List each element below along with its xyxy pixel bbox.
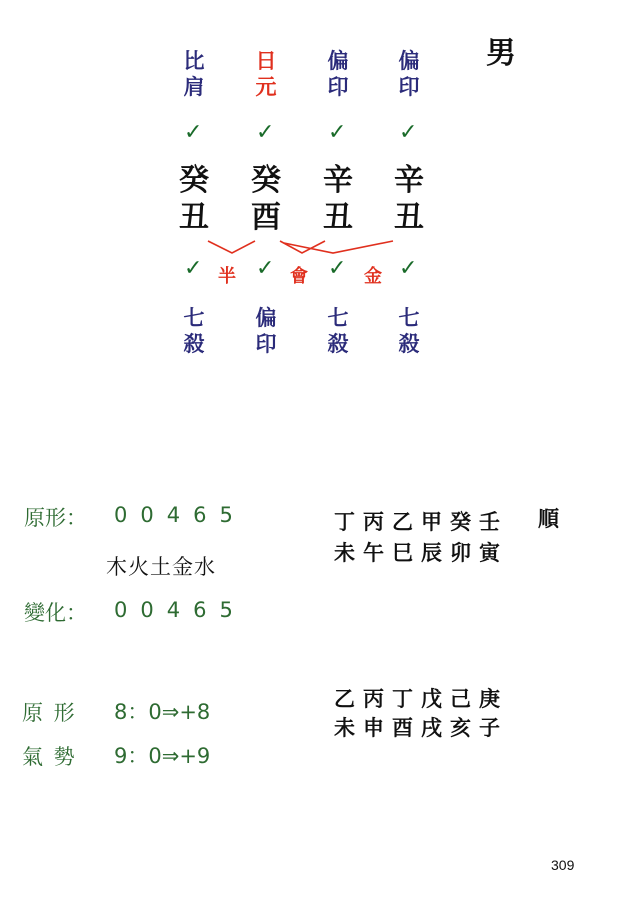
- ten-god-bottom: 偏 印: [255, 305, 277, 356]
- five-elements: 木火土金水: [106, 555, 216, 579]
- luck-direction: 順: [538, 506, 567, 531]
- check-icon: ✓: [328, 256, 347, 281]
- ten-god-bottom: 七 殺: [183, 305, 205, 356]
- form-value: 8：0⇒+8: [114, 700, 211, 724]
- ten-god-top: 比 肩: [183, 48, 205, 99]
- change-values: 00465: [114, 598, 246, 622]
- ten-god-top: 偏 印: [327, 48, 349, 99]
- heavenly-stem: 癸: [179, 163, 209, 198]
- combination-char: 半: [218, 266, 236, 287]
- heavenly-stem: 辛: [323, 163, 353, 198]
- combination-char: 金: [364, 266, 382, 287]
- ten-god-top: 偏 印: [398, 48, 420, 99]
- momentum-label: 氣 勢: [22, 745, 77, 769]
- gender-label: 男: [486, 36, 516, 71]
- change-label: 變化：: [24, 601, 87, 625]
- combination-char: 會: [290, 266, 308, 287]
- combination-line: [208, 241, 255, 253]
- page-number: 309: [551, 857, 575, 873]
- earthly-branch: 丑: [323, 200, 353, 235]
- ten-god-bottom: 七 殺: [398, 305, 420, 356]
- earthly-branch: 酉: [251, 200, 281, 235]
- original-values: 00465: [114, 503, 246, 527]
- luck-stems-1: 丁丙乙甲癸壬: [334, 509, 508, 534]
- luck-branches-2: 未申酉戌亥子: [334, 715, 508, 740]
- check-icon: ✓: [184, 256, 203, 281]
- heavenly-stem: 癸: [251, 163, 281, 198]
- check-icon: ✓: [399, 120, 418, 145]
- check-icon: ✓: [399, 256, 418, 281]
- original-label: 原形：: [24, 506, 87, 530]
- check-icon: ✓: [328, 120, 347, 145]
- check-icon: ✓: [256, 256, 275, 281]
- check-icon: ✓: [256, 120, 275, 145]
- ten-god-top-day-master: 日 元: [255, 48, 277, 99]
- luck-branches-1: 未午巳辰卯寅: [334, 540, 508, 565]
- combination-lines: [0, 0, 619, 300]
- form-label: 原 形: [22, 701, 77, 725]
- ten-god-bottom: 七 殺: [327, 305, 349, 356]
- momentum-value: 9：0⇒+9: [114, 744, 211, 768]
- heavenly-stem: 辛: [394, 163, 424, 198]
- check-icon: ✓: [184, 120, 203, 145]
- earthly-branch: 丑: [179, 200, 209, 235]
- earthly-branch: 丑: [394, 200, 424, 235]
- luck-stems-2: 乙丙丁戊己庚: [334, 686, 508, 711]
